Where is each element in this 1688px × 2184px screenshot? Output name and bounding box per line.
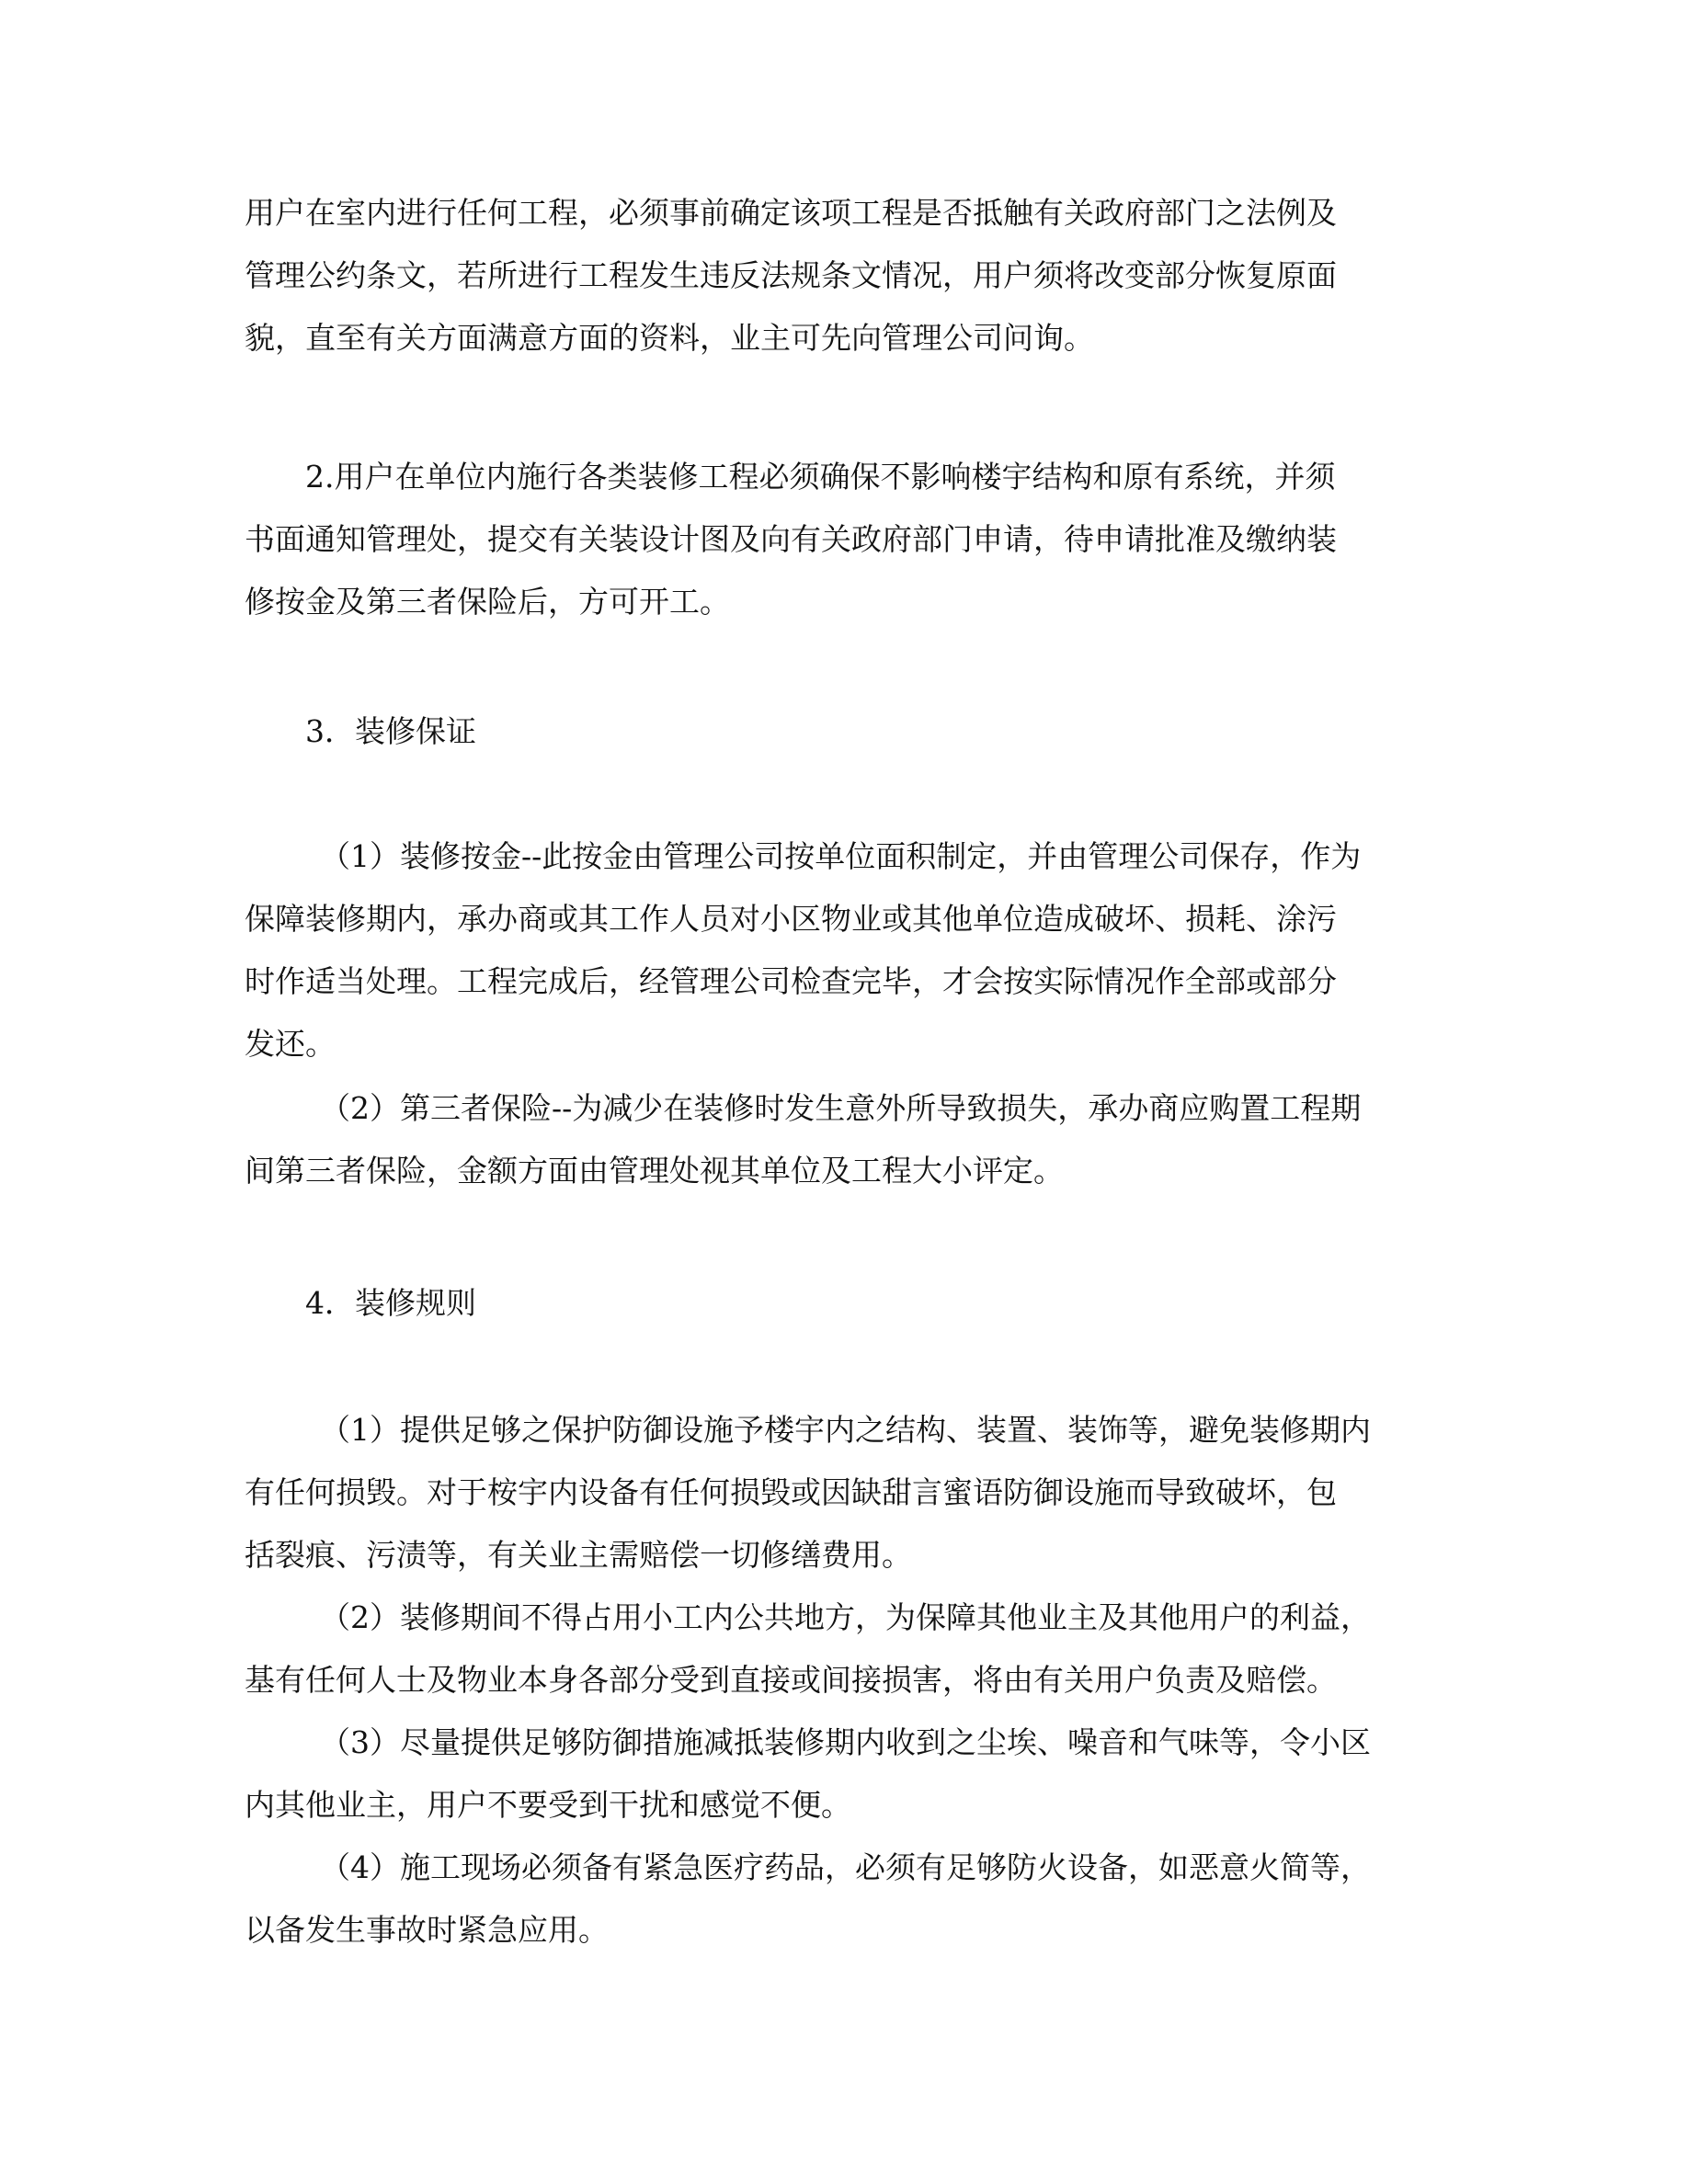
text-line: 发还。 [245, 1026, 336, 1062]
text-line: 时作适当处理。工程完成后，经管理公司检查完毕，才会按实际情况作全部或部分 [245, 963, 1337, 999]
paragraph-3-1 [245, 825, 1449, 1075]
paragraph-intro [245, 182, 1449, 370]
text-line: 间第三者保险，金额方面由管理处视其单位及工程大小评定。 [245, 1153, 1064, 1189]
section-heading: 3．装修保证 [305, 713, 476, 749]
text-line: 保障装修期内，承办商或其工作人员对小区物业或其他单位造成破坏、损耗、涂污 [245, 901, 1337, 937]
text-line: 以备发生事故时紧急应用。 [245, 1912, 609, 1948]
text-line: 有任何损毁。对于桉宇内设备有任何损毁或因缺甜言蜜语防御设施而导致破坏，包 [245, 1474, 1337, 1510]
text-line: （2）装修期间不得占用小工内公共地方，为保障其他业主及其他用户的利益， [320, 1599, 1371, 1635]
paragraph-3-2 [245, 1077, 1449, 1202]
paragraph-item-2 [245, 446, 1449, 633]
text-line: 2.用户在单位内施行各类装修工程必须确保不影响楼宇结构和原有系统，并须 [305, 459, 1336, 495]
section-heading-4 [245, 1272, 1449, 1335]
paragraph-4-1 [245, 1399, 1449, 1587]
text-line: （4）施工现场必须备有紧急医疗药品，必须有足够防火设备，如恶意火简等， [320, 1849, 1371, 1885]
text-line: 用户在室内进行任何工程，必须事前确定该项工程是否抵触有关政府部门之法例及 [245, 195, 1337, 231]
text-line: 基有任何人士及物业本身各部分受到直接或间接损害，将由有关用户负责及赔偿。 [245, 1662, 1337, 1698]
text-line: 书面通知管理处，提交有关装设计图及向有关政府部门申请，待申请批准及缴纳装 [245, 521, 1337, 557]
text-line: 内其他业主，用户不要受到干扰和感觉不便。 [245, 1787, 851, 1823]
text-line: （3）尽量提供足够防御措施减抵装修期内收到之尘埃、噪音和气味等，令小区 [320, 1724, 1371, 1760]
text-line: 修按金及第三者保险后，方可开工。 [245, 584, 730, 620]
paragraph-4-4 [245, 1837, 1449, 1962]
text-line: 貌，直至有关方面满意方面的资料，业主可先向管理公司问询。 [245, 320, 1094, 356]
text-line: （2）第三者保险--为减少在装修时发生意外所导致损失，承办商应购置工程期 [320, 1090, 1362, 1126]
text-line: （1）提供足够之保护防御设施予楼宇内之结构、装置、装饰等，避免装修期内 [320, 1412, 1371, 1448]
text-line: 管理公约条文，若所进行工程发生违反法规条文情况，用户须将改变部分恢复原面 [245, 257, 1337, 293]
paragraph-4-3 [245, 1712, 1449, 1837]
text-line: （1）装修按金--此按金由管理公司按单位面积制定，并由管理公司保存，作为 [320, 838, 1362, 874]
section-heading: 4．装修规则 [305, 1285, 476, 1321]
paragraph-4-2 [245, 1587, 1449, 1712]
section-heading-3 [245, 700, 1449, 763]
text-line: 括裂痕、污渍等，有关业主需赔偿一切修缮费用。 [245, 1537, 912, 1573]
